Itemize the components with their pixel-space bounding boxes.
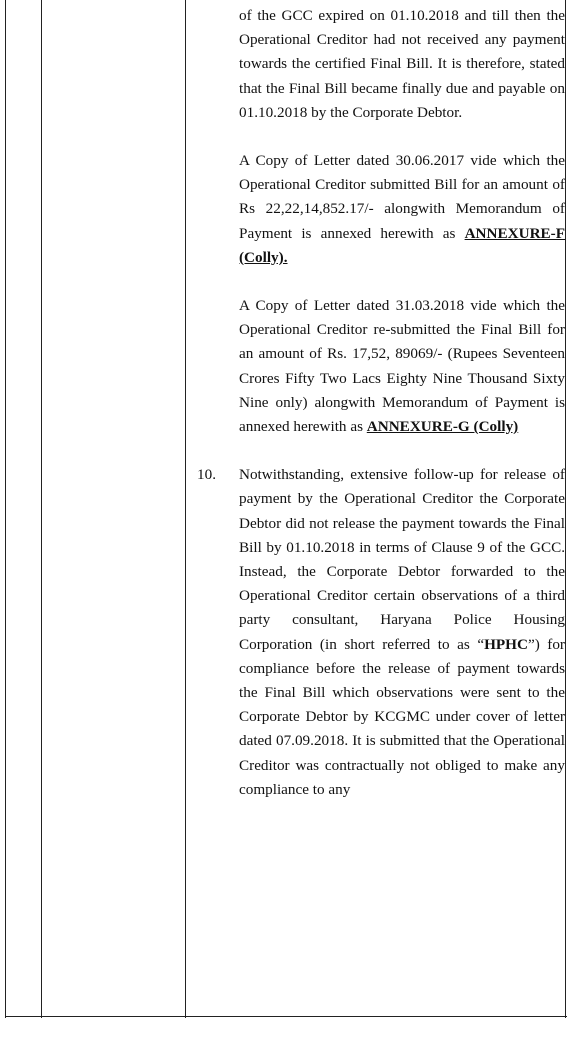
paragraph-annexure-g-text: A Copy of Letter dated 31.03.2018 vide which the Operational Creditor re-submitted the Final Bill for an amount of Rs. 17,52, 89069/- (Rupees Seventeen Crores Fifty Two Lacs Eighty Nine Thousand Sixty Nine only) alongwith Memorandum of Payment is annexed herewith as (239, 297, 565, 436)
paragraph-notwithstanding-text-b: ”) for compliance before the release of payment towards the Final Bill which observations were sent to the Corporate Debtor by KCGMC under cover of letter dated 07.09.2018. It is submitted that the Operational Creditor was contractually not obliged to make any compliance to any (239, 635, 565, 798)
paragraph-number: 10. (197, 466, 216, 484)
document-table (5, 0, 567, 1018)
annexure-f-label: ANNEXURE-F (Colly). (239, 224, 565, 266)
table-border-bottom (5, 1016, 567, 1017)
table-column-divider-2 (185, 0, 186, 1018)
table-border-right (565, 0, 566, 1018)
paragraph-notwithstanding (239, 463, 565, 802)
annexure-g-label: ANNEXURE-G (Colly) (366, 418, 519, 436)
paragraph-annexure-f (239, 149, 565, 270)
paragraph-notwithstanding-text-a: Notwithstanding, extensive follow-up for release of payment by the Operational Creditor the Corporate Debtor did not release the payment towards the Final Bill by 01.10.2018 in terms of Clause 9 of the GCC. Instead, the Corporate Debtor forwarded to the Operational Creditor certain observations of a third party consultant, Haryana Police Housing Corporation (in short referred to as “ (239, 466, 565, 653)
document-body (197, 4, 565, 802)
hphc-abbreviation: HPHC (484, 635, 528, 653)
paragraph-gcc-expiry: of the GCC expired on 01.10.2018 and till then the Operational Creditor had not received any payment towards the certified Final Bill. It is therefore, stated that the Final Bill became finally due and payable on 01.10.2018 by the Corporate Debtor. (239, 7, 565, 121)
table-border-left (5, 0, 6, 1018)
paragraph-annexure-g (239, 294, 565, 439)
paragraph-annexure-f-text: A Copy of Letter dated 30.06.2017 vide which the Operational Creditor submitted Bill for an amount of Rs 22,22,14,852.17/- alongwith Memorandum of Payment is annexed herewith as (239, 152, 565, 242)
numbered-paragraph-10 (197, 463, 565, 802)
table-column-divider-1 (41, 0, 42, 1018)
